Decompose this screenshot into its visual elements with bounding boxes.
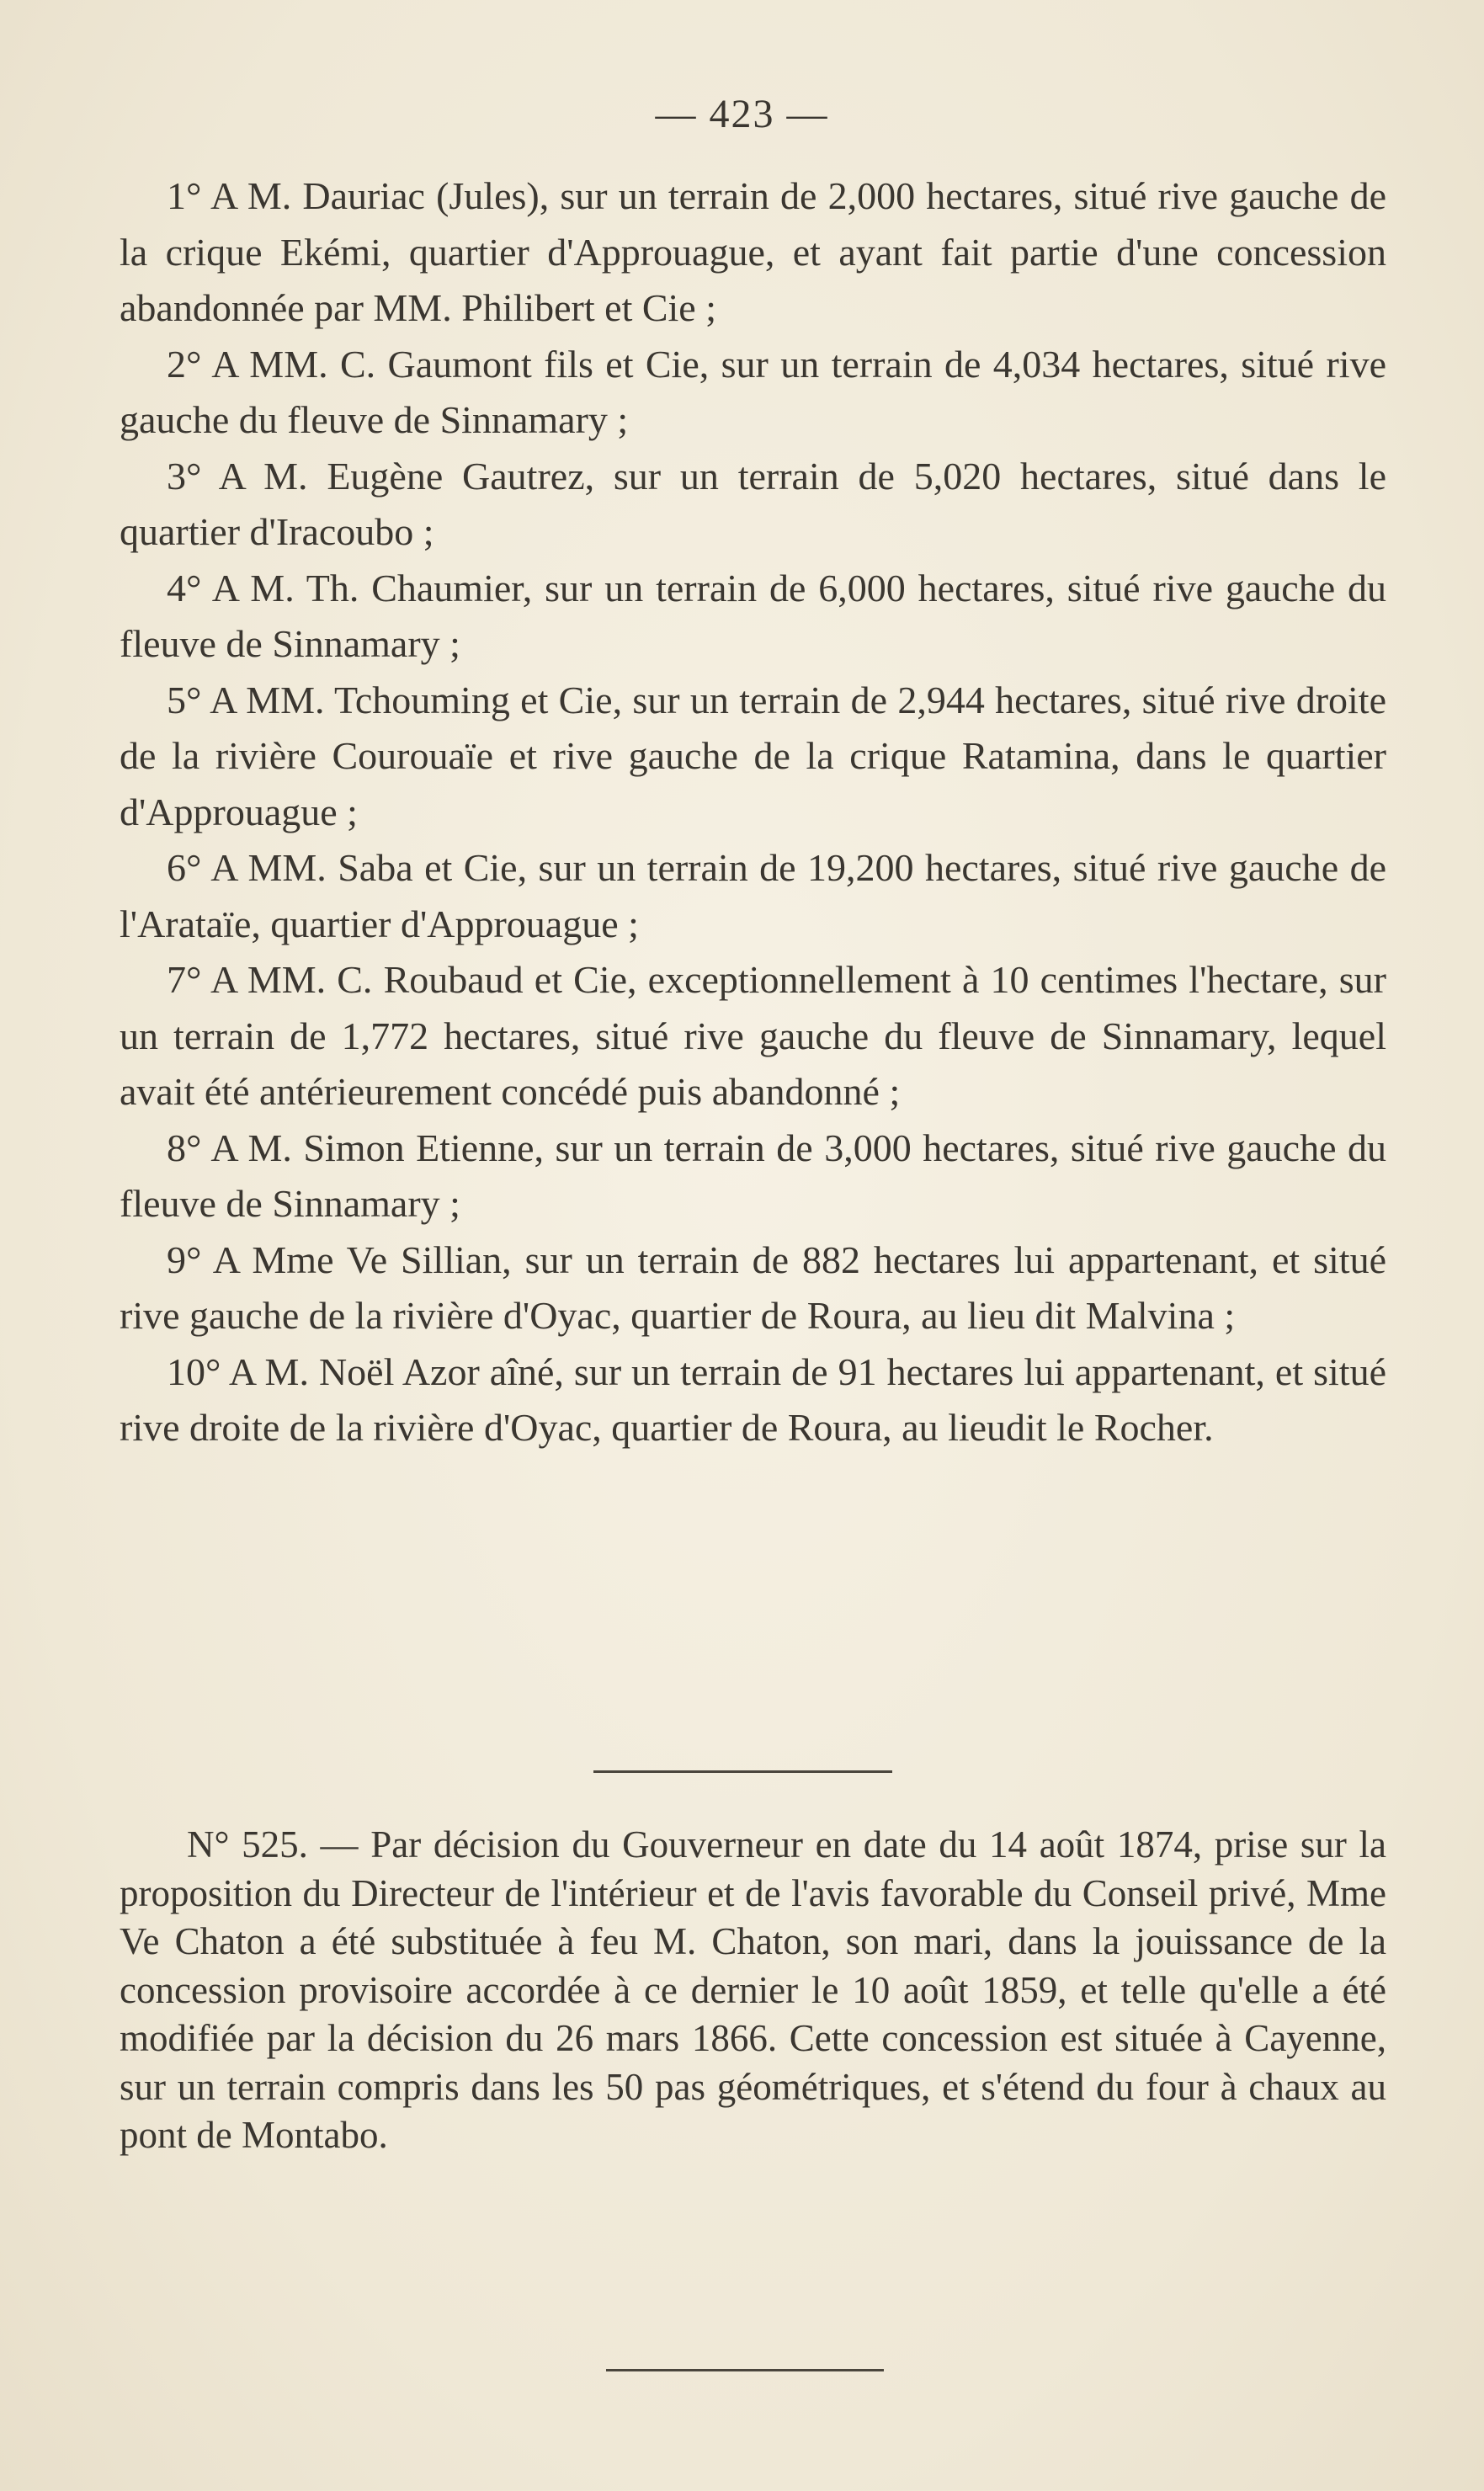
list-item — [120, 1120, 1386, 1232]
list-item — [120, 840, 1386, 952]
entry-3-text: 3° A M. Eugène Gautrez, sur un terrain de 5,020 hectares, situé dans le quartier d'Iracoubo ; — [120, 454, 1386, 553]
entry-1-text: 1° A M. Dauriac (Jules), sur un terrain de 2,000 hectares, situé rive gauche de la crique Ekémi, quartier d'Approuague, et ayant fait partie d'une concession abandonnée par MM. Philibert et Cie ; — [120, 174, 1386, 329]
entry-4-text: 4° A M. Th. Chaumier, sur un terrain de 6,000 hectares, situé rive gauche du fleuve de Sinnamary ; — [120, 566, 1386, 665]
list-item — [120, 1232, 1386, 1344]
entry-2-text: 2° A MM. C. Gaumont fils et Cie, sur un terrain de 4,034 hectares, situé rive gauche du fleuve de Sinnamary ; — [120, 342, 1386, 441]
list-item — [120, 561, 1386, 673]
page-number: — 423 — — [655, 92, 829, 136]
entry-5-text: 5° A MM. Tchouming et Cie, sur un terrain de 2,944 hectares, situé rive droite de la rivière Courouaïe et rive gauche de la crique Ratamina, dans le quartier d'Approuague ; — [120, 678, 1386, 833]
decision-paragraph — [120, 1821, 1386, 2160]
entry-8-text: 8° A M. Simon Etienne, sur un terrain de 3,000 hectares, situé rive gauche du fleuve de Sinnamary ; — [120, 1126, 1386, 1225]
entry-10-text: 10° A M. Noël Azor aîné, sur un terrain de 91 hectares lui appartenant, et situé rive droite de la rivière d'Oyac, quartier de Roura, au lieudit le Rocher. — [120, 1349, 1386, 1449]
list-item — [120, 337, 1386, 449]
entry-6-text: 6° A MM. Saba et Cie, sur un terrain de 19,200 hectares, situé rive gauche de l'Arataïe, quartier d'Approuague ; — [120, 846, 1386, 945]
list-item — [120, 449, 1386, 561]
list-item — [120, 952, 1386, 1120]
concession-list — [120, 168, 1386, 1456]
entry-7-text: 7° A MM. C. Roubaud et Cie, exceptionnellement à 10 centimes l'hectare, sur un terrain de 1,772 hectares, situé rive gauche du fleuve de Sinnamary, lequel avait été antérieurement concédé puis abandonné ; — [120, 958, 1386, 1113]
end-divider — [606, 2369, 884, 2371]
list-item — [120, 1344, 1386, 1456]
section-divider — [593, 1770, 892, 1773]
list-item — [120, 673, 1386, 841]
decision-text: N° 525. — Par décision du Gouverneur en date du 14 août 1874, prise sur la proposition du Directeur de l'intérieur et de l'avis favorable du Conseil privé, Mme Ve Chaton a été substituée à feu M. Chaton, son mari, dans la jouissance de la concession provisoire accordée à ce dernier le 10 août 1859, et telle qu'elle a été modifiée par la décision du 26 mars 1866. Cette concession est située à Cayenne, sur un terrain compris dans les 50 pas géométriques, et s'étend du four à chaux au pont de Montabo. — [120, 1823, 1386, 2156]
decision-525 — [120, 1821, 1386, 2160]
list-item — [120, 168, 1386, 337]
entry-9-text: 9° A Mme Ve Sillian, sur un terrain de 882 hectares lui appartenant, et situé rive gauche de la rivière d'Oyac, quartier de Roura, au lieu dit Malvina ; — [120, 1238, 1386, 1337]
